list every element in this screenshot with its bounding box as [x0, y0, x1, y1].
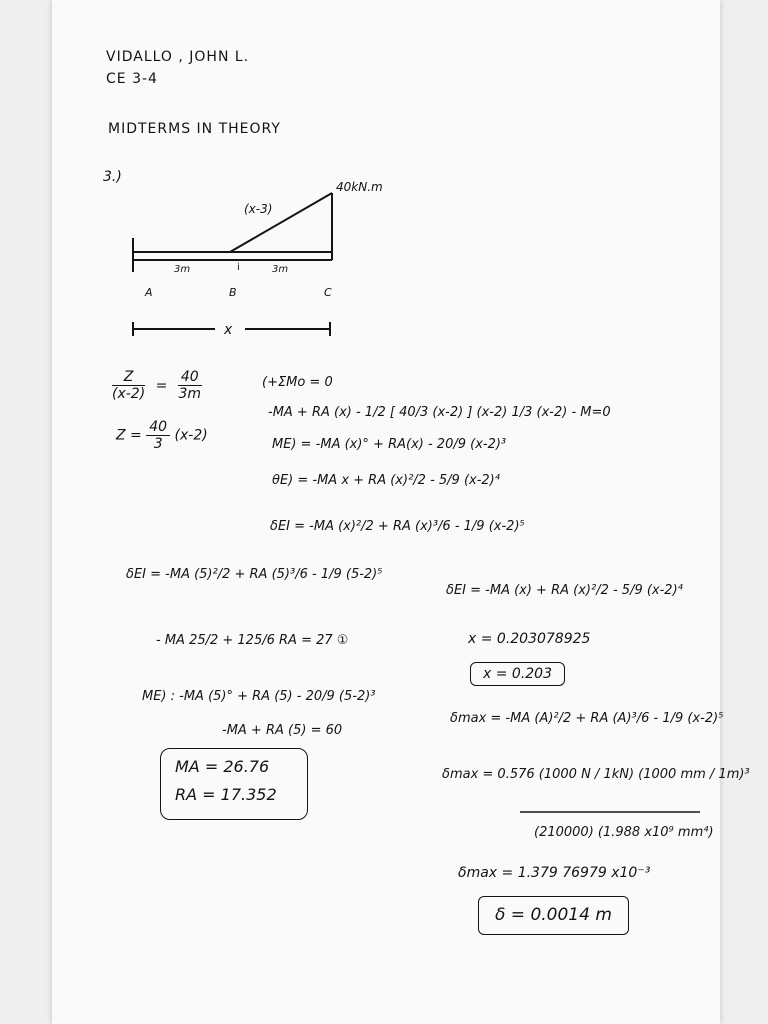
moment-equation: -MA + RA (x) - 1/2 [ 40/3 (x-2) ] (x-2) 1/3 (x-2) - M=0 [268, 405, 611, 420]
equation-one: - MA 25/2 + 125/6 RA = 27 ① [156, 633, 349, 648]
deflection-equation: δEI = -MA (x)²/2 + RA (x)³/6 - 1/9 (x-2)⁵ [270, 519, 525, 534]
ratio-lhs-den: (x-2) [112, 386, 146, 402]
final-answer-box [478, 896, 629, 935]
x-boxed-value: x = 0.203 [483, 666, 552, 682]
problem-number: 3.) [103, 169, 122, 185]
point-b-label: B [229, 286, 237, 299]
ratio-rhs-num: 40 [178, 370, 202, 386]
ma-result: MA = 26.76 [175, 757, 270, 776]
dmax-numerator: δmax = 0.576 (1000 N / 1kN) (1000 mm / 1m)³ [442, 767, 750, 782]
slope-label: (x-3) [244, 202, 273, 216]
dmax-denominator: (210000) (1.988 x10⁹ mm⁴) [534, 825, 714, 840]
x-value: x = 0.203078925 [468, 631, 591, 647]
deflection-general: δEI = -MA (x) + RA (x)²/2 - 5/9 (x-2)⁴ [446, 583, 683, 598]
moment-at-5: ME) : -MA (5)° + RA (5) - 20/9 (5-2)³ [142, 689, 376, 704]
section-code: CE 3-4 [106, 71, 158, 87]
span-bc-label: 3m [272, 264, 289, 275]
ratio-lhs-num: Z [112, 370, 145, 386]
ra-result: RA = 17.352 [175, 785, 277, 804]
z-expr-prefix: Z = [116, 427, 142, 444]
exam-title: MIDTERMS IN THEORY [108, 121, 281, 137]
theta-equation: θE) = -MA x + RA (x)²/2 - 5/9 (x-2)⁴ [272, 473, 500, 488]
deflection-at-5: δEI = -MA (5)²/2 + RA (5)³/6 - 1/9 (5-2)⁵ [126, 567, 383, 582]
dmax-value: δmax = 1.379 76979 x10⁻³ [458, 865, 651, 881]
z-expr-num: 40 [146, 420, 170, 436]
sum-moments: (+ΣMo = 0 [262, 375, 333, 390]
equation-two: -MA + RA (5) = 60 [222, 723, 343, 738]
ratio-rhs-den: 3m [178, 386, 201, 402]
z-expr-den: 3 [153, 436, 163, 452]
point-a-label: A [145, 286, 153, 299]
me-equation: ME) = -MA (x)° + RA(x) - 20/9 (x-2)³ [272, 437, 507, 452]
point-c-label: C [324, 286, 332, 299]
load-label: 40kN.m [336, 180, 383, 194]
z-expr-suffix: (x-2) [174, 427, 208, 444]
svg-text:i: i [237, 262, 240, 273]
ratio-equation: $\frac{Z}{(x-2)}$ = $\frac{40}{3m}$ [112, 369, 201, 402]
student-name: VIDALLO , JOHN L. [106, 49, 250, 65]
dmax-expression: δmax = -MA (A)²/2 + RA (A)³/6 - 1/9 (x-2)⁵ [450, 711, 724, 726]
x-dimension-label: x [224, 322, 233, 338]
span-ab-label: 3m [174, 264, 191, 275]
final-answer: δ = 0.0014 m [495, 905, 612, 925]
